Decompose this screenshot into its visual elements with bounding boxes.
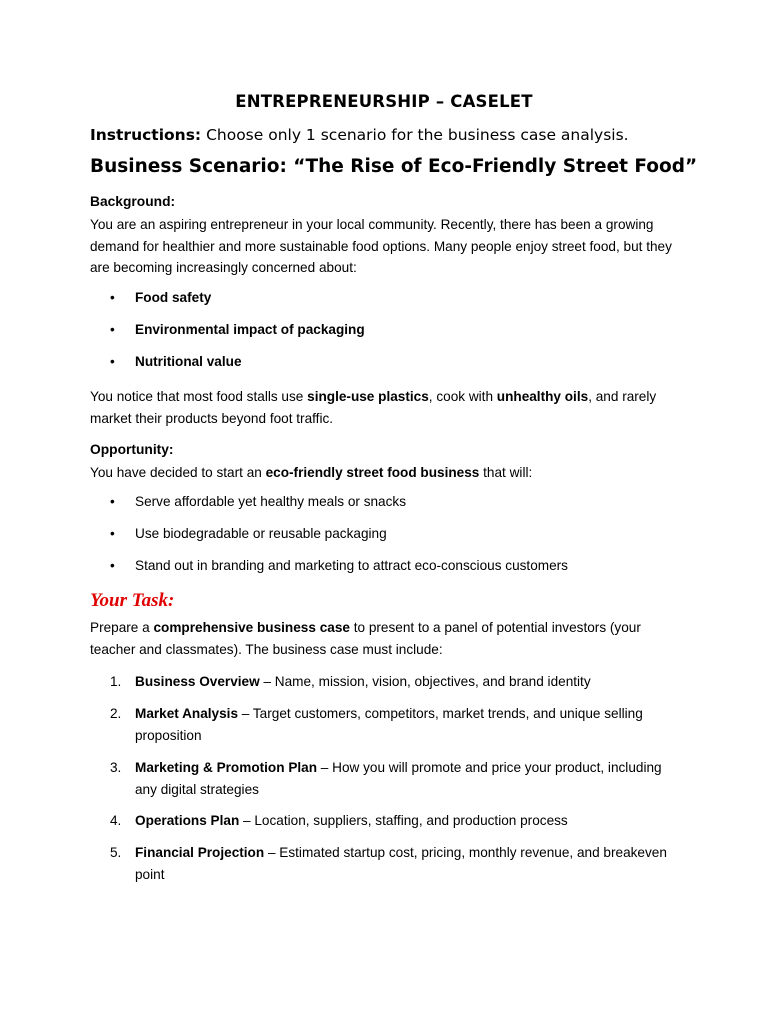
notice-bold: single-use plastics (307, 389, 429, 404)
opportunity-heading: Opportunity: (90, 442, 174, 457)
item-desc: – Target customers, competitors, market trends, and unique selling proposition (135, 706, 643, 743)
opportunity-item-text: Serve affordable yet healthy meals or snacks (135, 494, 407, 509)
item-desc: – Location, suppliers, staffing, and production process (239, 813, 568, 828)
item-title: Market Analysis (135, 706, 239, 721)
opportunity-item-text: Use biodegradable or reusable packaging (135, 526, 387, 541)
notice-text: You notice that most food stalls use (90, 389, 308, 404)
bullet-icon: • (110, 526, 115, 541)
item-desc: – Estimated startup cost, pricing, monthly revenue, and breakeven point (135, 845, 667, 882)
item-desc: – Name, mission, vision, objectives, and brand identity (259, 674, 591, 689)
concern-text: Food safety (135, 290, 212, 305)
item-number: 4. (110, 813, 122, 828)
notice-paragraph (90, 386, 680, 429)
notice-bold: unhealthy oils (496, 389, 589, 404)
item-title: Marketing & Promotion Plan (135, 760, 318, 775)
item-title: Operations Plan (135, 813, 240, 828)
task-text: to present to a panel of potential investors (your teacher and classmates). The business case must include: (90, 620, 641, 657)
document-title: ENTREPRENEURSHIP – CASELET (235, 92, 533, 111)
instructions-text: Choose only 1 scenario for the business case analysis. (201, 126, 629, 144)
notice-text: , cook with (428, 389, 497, 404)
task-heading: Your Task: (90, 590, 175, 611)
item-title: Financial Projection (135, 845, 265, 860)
opportunity-text: You have decided to start an (90, 465, 266, 480)
item-number: 2. (110, 706, 122, 721)
task-bold: comprehensive business case (153, 620, 350, 635)
bullet-icon: • (110, 558, 115, 573)
bullet-icon: • (110, 494, 115, 509)
item-number: 3. (110, 760, 122, 775)
task-text: Prepare a (90, 620, 154, 635)
item-desc: – How you will promote and price your product, including any digital strategies (135, 760, 662, 797)
opportunity-bold: eco-friendly street food business (265, 465, 480, 480)
opportunity-item-text: Stand out in branding and marketing to attract eco-conscious customers (135, 558, 568, 573)
background-heading: Background: (90, 194, 176, 209)
opportunity-intro (90, 462, 680, 484)
instructions-label: Instructions: (90, 126, 202, 144)
bullet-icon: • (110, 322, 115, 337)
instructions-line (90, 126, 629, 144)
concern-text: Nutritional value (135, 354, 242, 369)
item-number: 1. (110, 674, 122, 689)
background-paragraph: You are an aspiring entrepreneur in your local community. Recently, there has been a growing demand for healthier and more sustainable food options. Many people enjoy street food, but they are becoming increasingly concerned about: (90, 217, 672, 276)
bullet-icon: • (110, 354, 115, 369)
task-intro (90, 617, 680, 660)
opportunity-text: that will: (479, 465, 533, 480)
concern-text: Environmental impact of packaging (135, 322, 365, 337)
item-number: 5. (110, 845, 122, 860)
scenario-title: Business Scenario: “The Rise of Eco-Friendly Street Food” (90, 156, 698, 177)
item-title: Business Overview (135, 674, 260, 689)
bullet-icon: • (110, 290, 115, 305)
notice-text: , and rarely market their products beyond foot traffic. (90, 389, 657, 426)
